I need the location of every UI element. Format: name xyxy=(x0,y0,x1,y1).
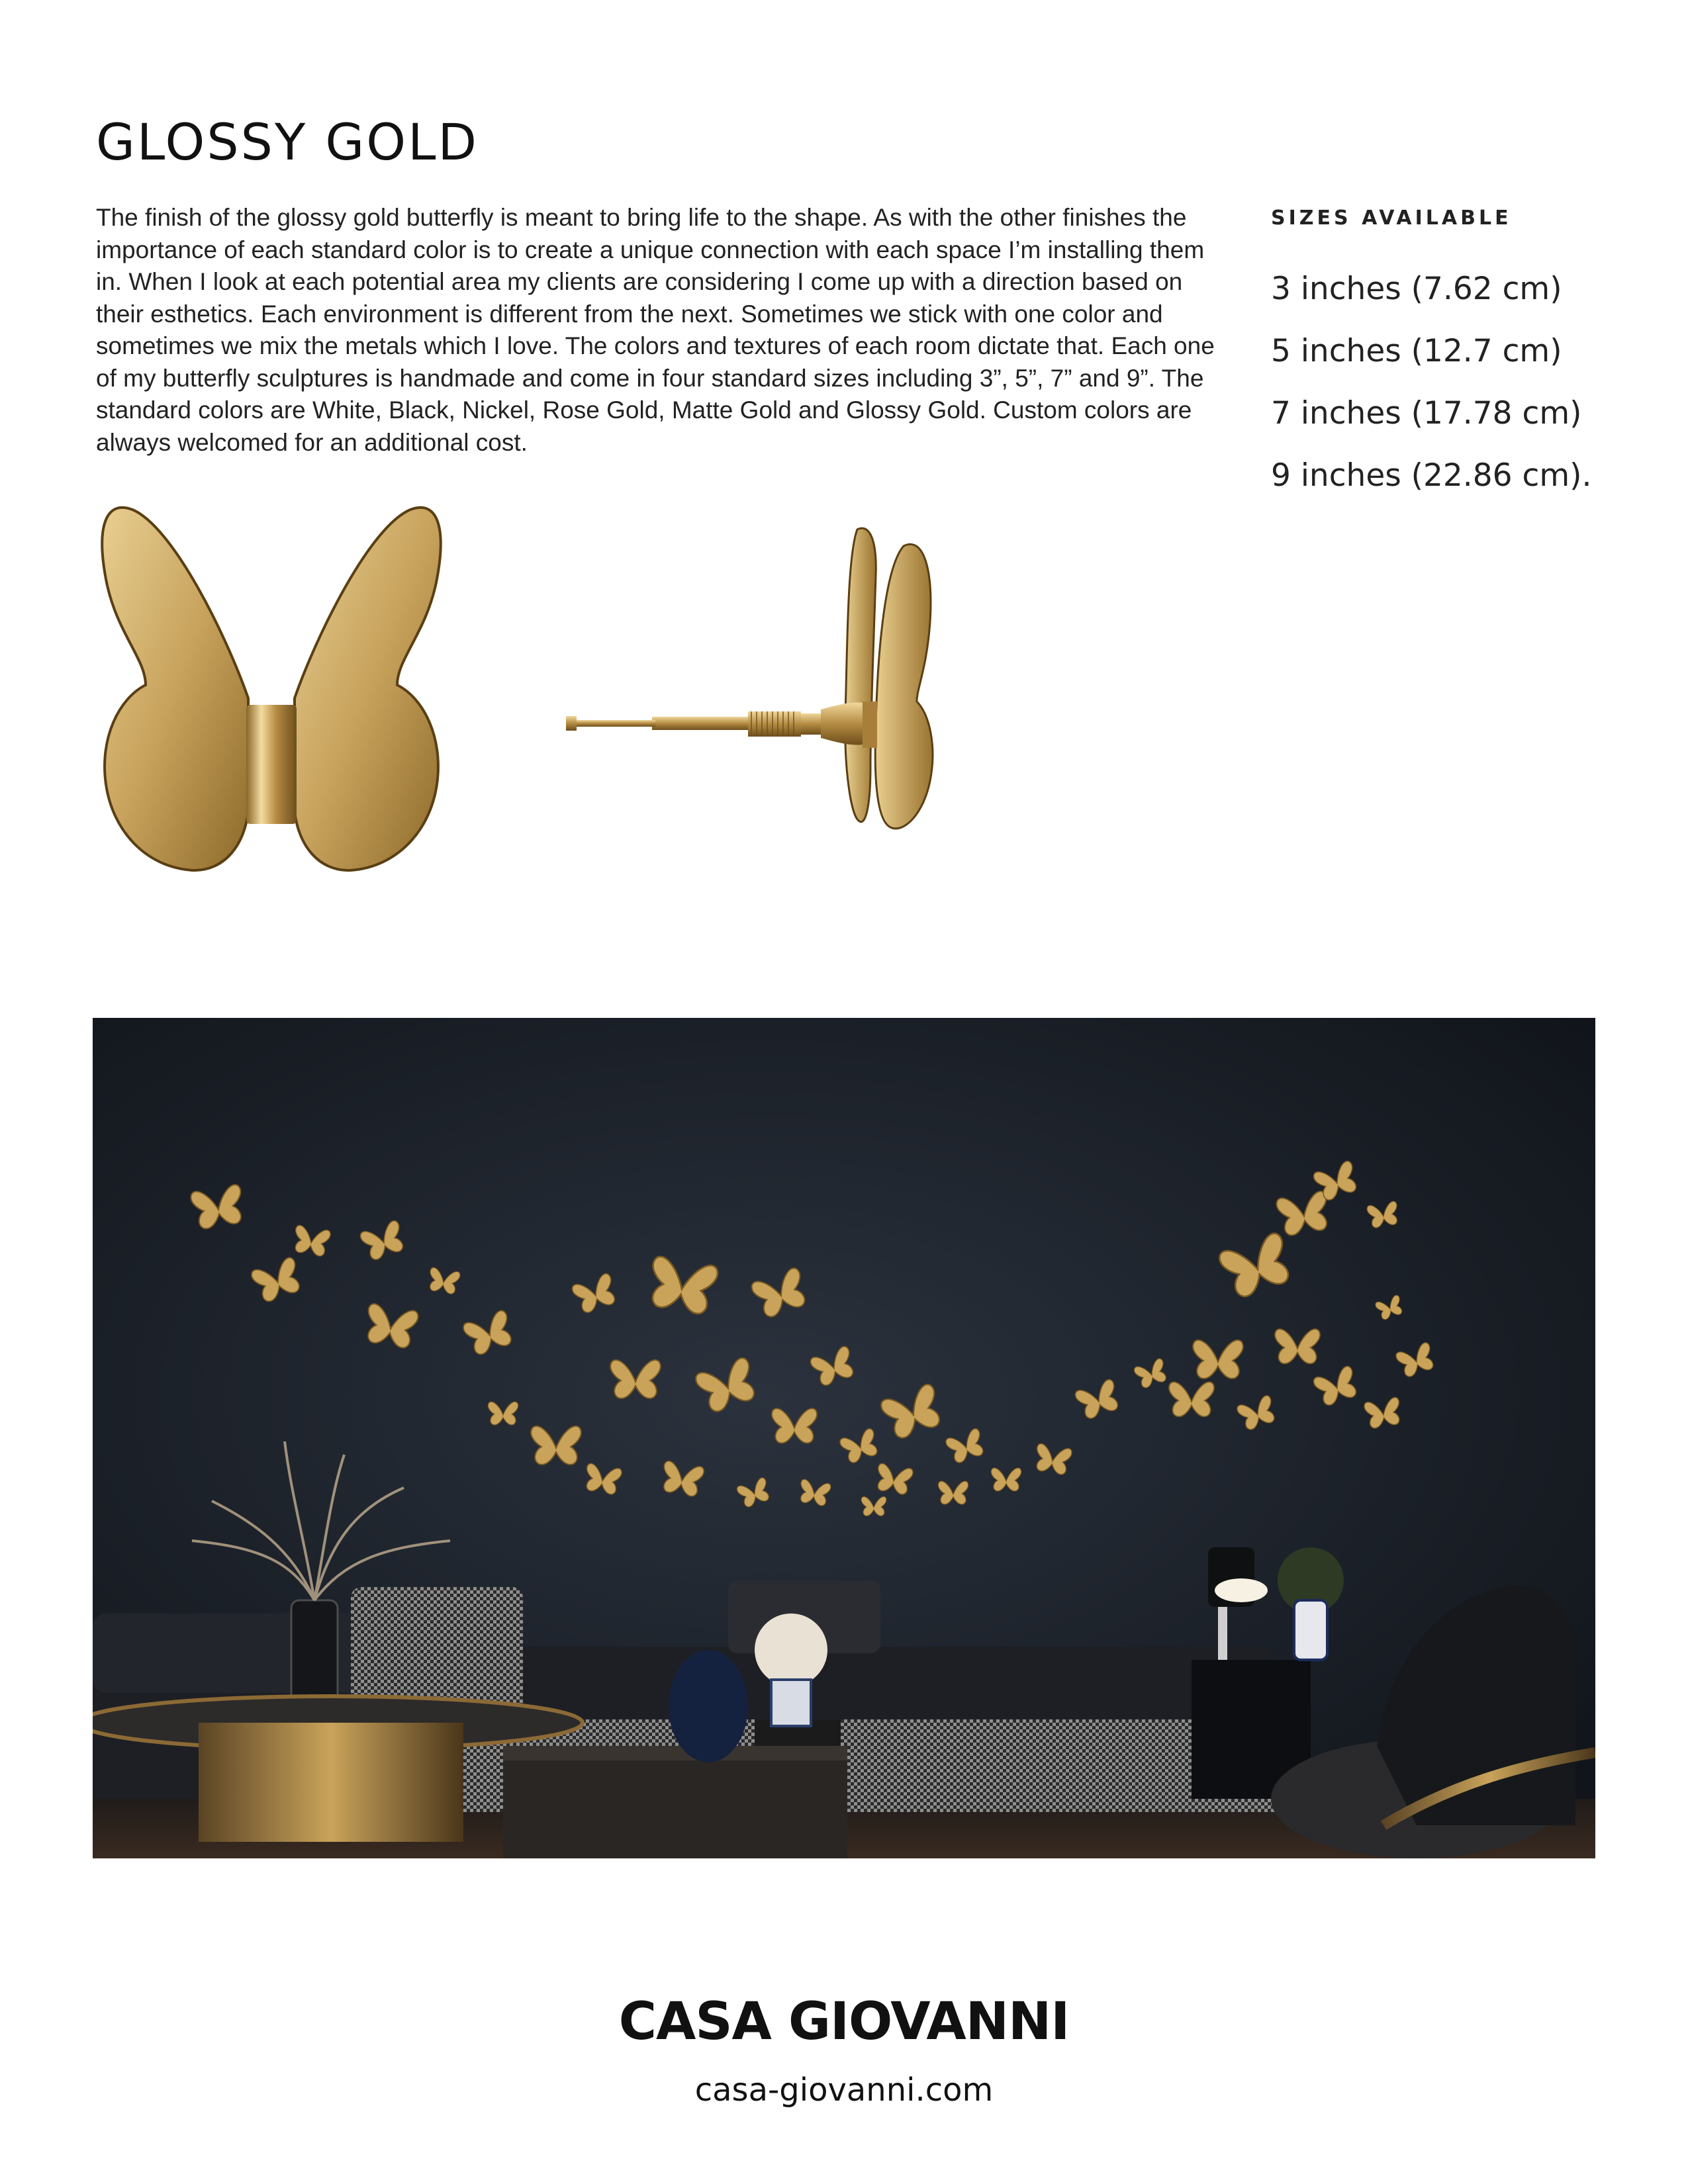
butterfly-side-view-image xyxy=(559,516,976,841)
size-item: 9 inches (22.86 cm). xyxy=(1271,457,1592,494)
sizes-list xyxy=(1271,258,1591,507)
size-item: 5 inches (12.7 cm) xyxy=(1271,333,1562,369)
interior-scene-image xyxy=(93,1018,1595,1858)
page-title: GLOSSY GOLD xyxy=(96,113,479,171)
butterfly-front-view-image xyxy=(93,500,450,877)
brand-name: CASA GIOVANNI xyxy=(618,1992,1070,2052)
size-item: 3 inches (7.62 cm) xyxy=(1271,271,1562,307)
website-url[interactable]: casa-giovanni.com xyxy=(694,2071,994,2109)
product-description: The finish of the glossy gold butterfly is meant to bring life to the shape. As with the other finishes the importance of each standard color is to create a unique connection with each space I’m installing them in. When I look at each potential area my clients are considering I come up with a direction based on their esthetics. Each environment is different from the next. Sometimes we stick with one color and sometimes we mix the metals which I love. The colors and textures of each room dictate that. Each one of my butterfly sculptures is handmade and come in four standard sizes including 3”, 5”, 7” and 9”. The standard colors are White, Black, Nickel, Rose Gold, Matte Gold and Glossy Gold. Custom colors are always welcomed for an additional cost. xyxy=(96,204,1215,456)
sizes-heading: SIZES AVAILABLE xyxy=(1271,206,1512,230)
size-item: 7 inches (17.78 cm) xyxy=(1271,395,1582,432)
